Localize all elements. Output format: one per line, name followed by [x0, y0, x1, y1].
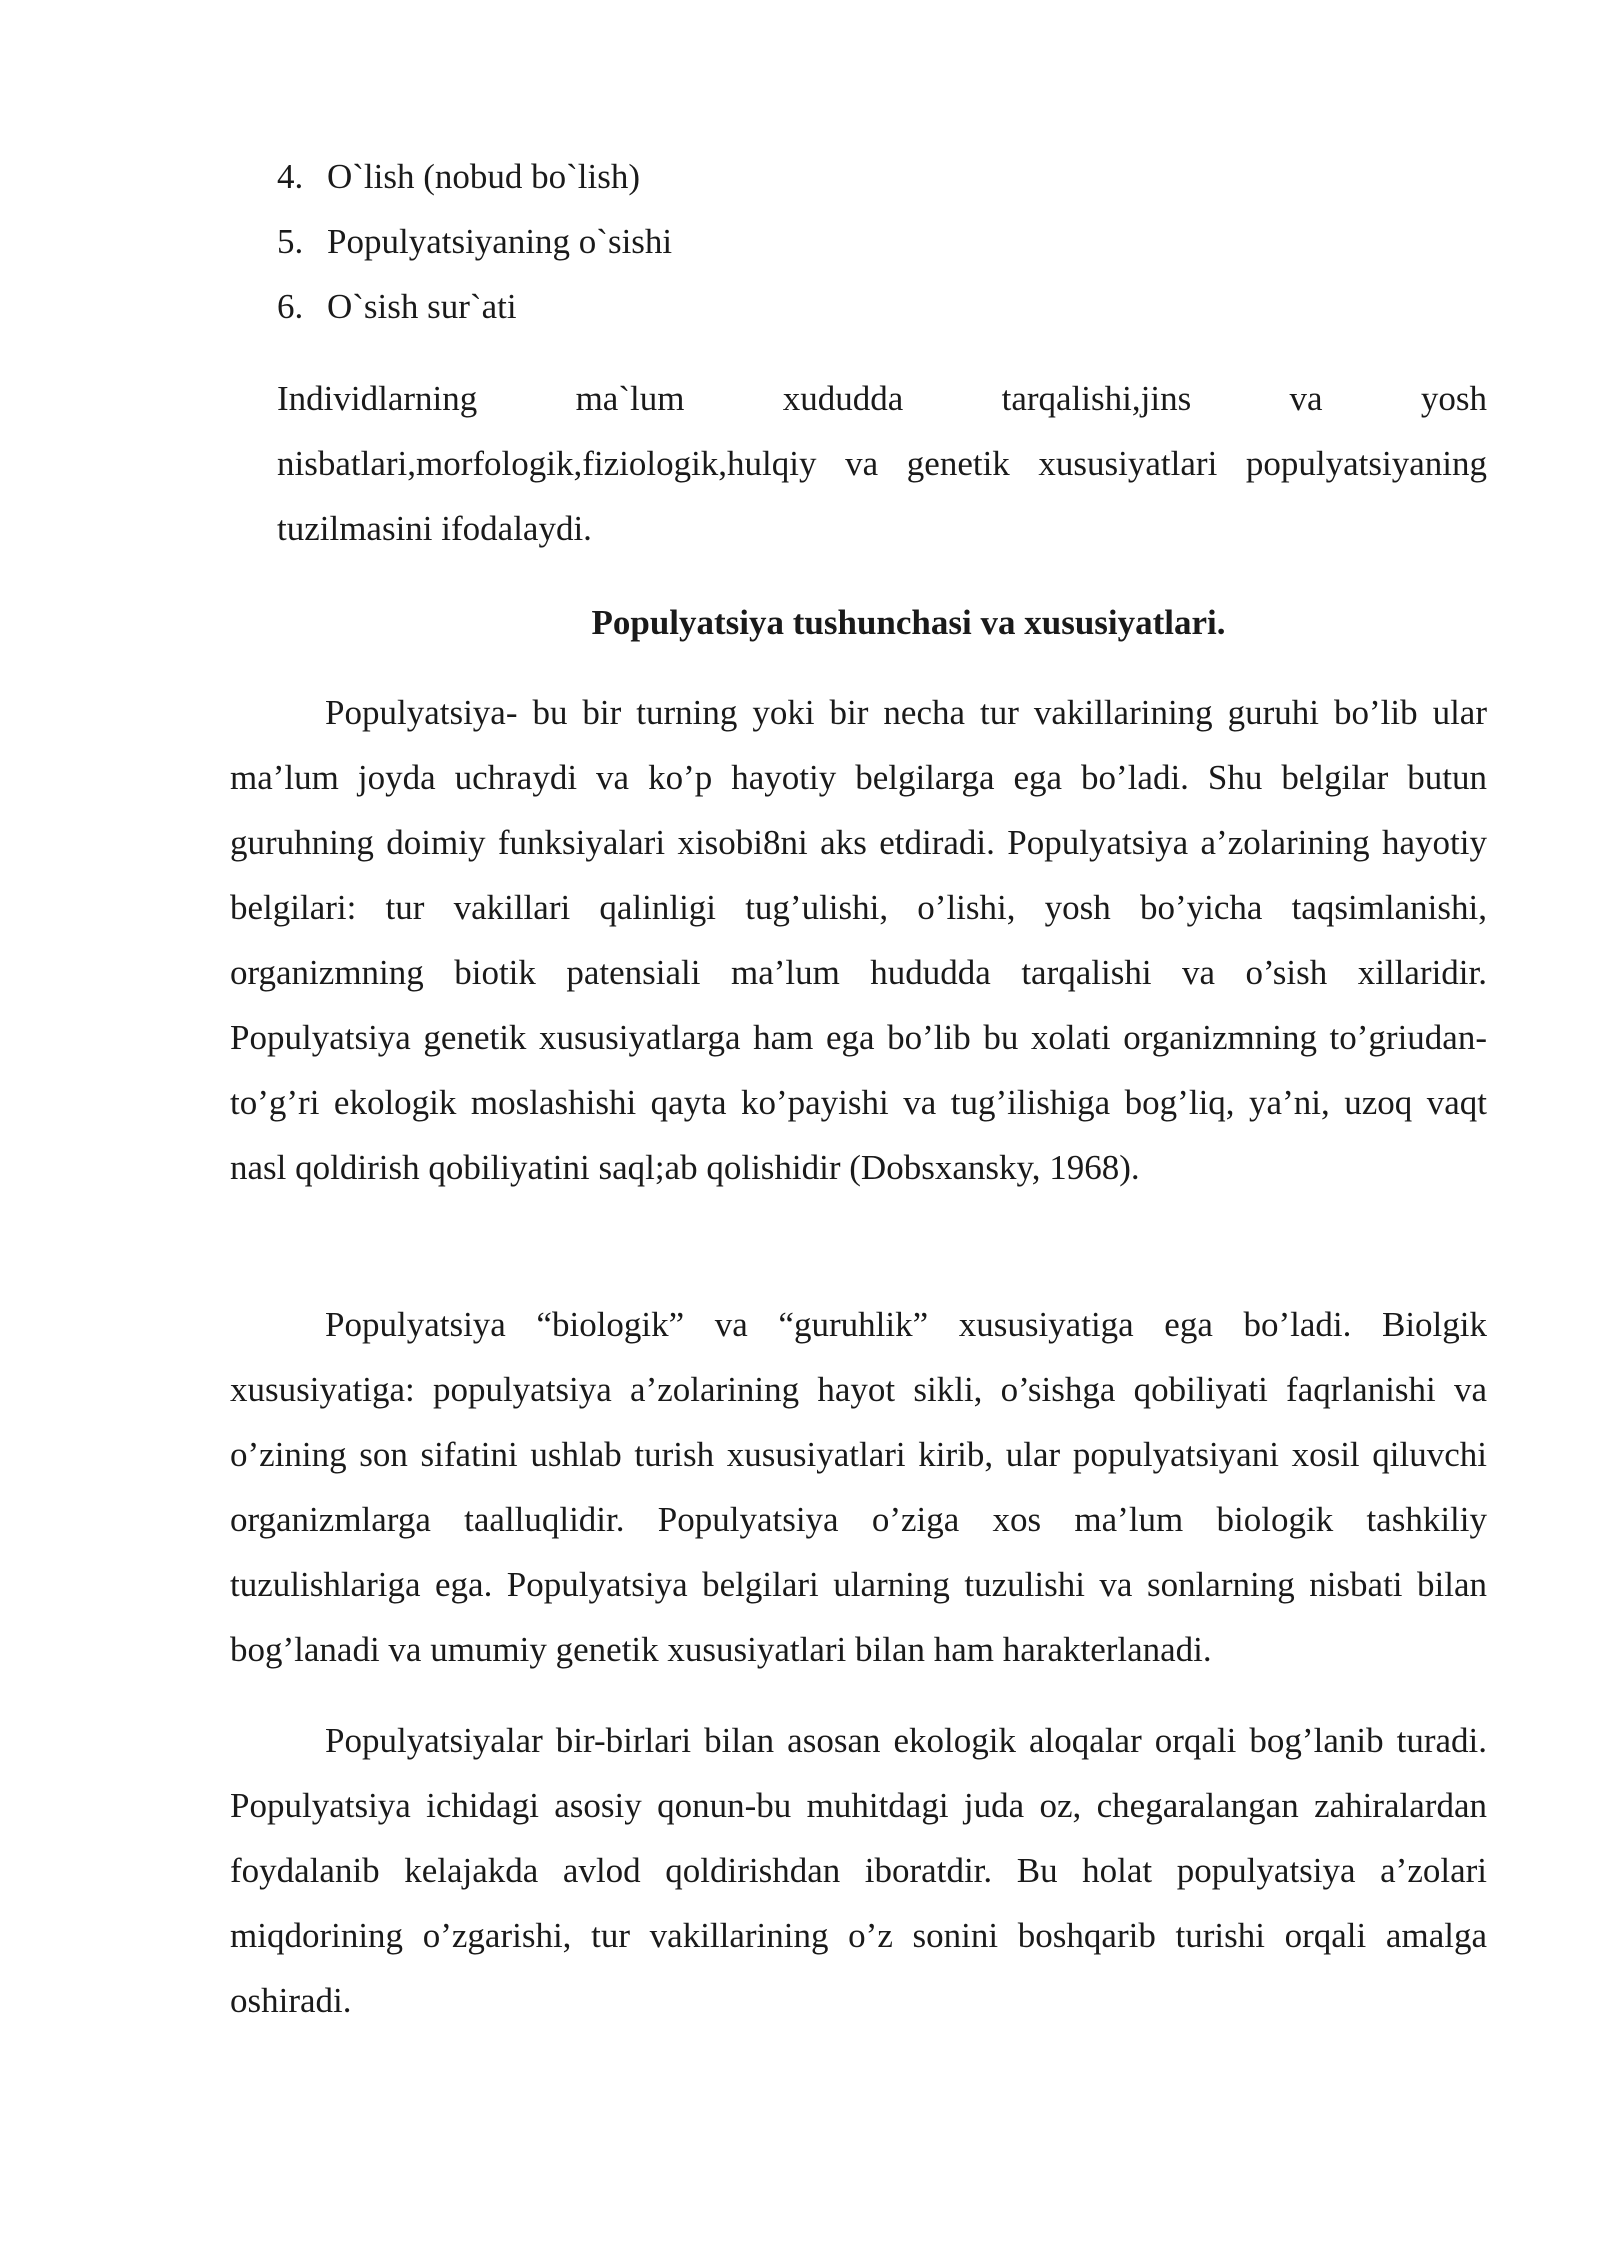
body-paragraph: Populyatsiyalar bir-birlari bilan asosan ekologik aloqalar orqali bog’lanib turadi. Populyatsiya ichidagi asosiy qonun-bu muhitdagi juda oz, chegaralangan zahiralardan foydalanib kelajakda avlod qoldirishdan iboratdir. Bu holat populyatsiya a’zolari miqdorining o’zgarishi, tur vakillarining o’z sonini boshqarib turishi orqali amalga oshiradi.: [230, 1721, 1487, 2020]
list-item-text: O`lish (nobud bo`lish): [327, 157, 641, 196]
list-item-text: Populyatsiyaning o`sishi: [327, 222, 673, 261]
body-paragraph: Populyatsiya- bu bir turning yoki bir necha tur vakillarining guruhi bo’lib ular ma’lum joyda uchraydi va ko’p hayotiy belgilarga ega bo’ladi. Shu belgilar butun guruhning doimiy funksiyalari xisobi8ni aks etdiradi. Populyatsiya a’zolarining hayotiy belgilari: tur vakillari qalinligi tug’ulishi, o’lishi, yosh bo’yicha taqsimlanishi, organizmning biotik patensiali ma’lum hududda tarqalishi va o’sish xillaridir. Populyatsiya genetik xususiyatlarga ham ega bo’lib bu xolati organizmning to’griudan-to’g’ri ekologik moslashishi qayta ko’payishi va tug’ilishiga bog’liq, ya’ni, uzoq vaqt nasl qoldirish qobiliyatini saql;ab qolishidir (Dobsxansky, 1968).: [230, 693, 1487, 1187]
list-item: [277, 274, 672, 339]
numbered-list: [277, 144, 672, 339]
list-item: [277, 209, 672, 274]
list-item-number: 4.: [277, 157, 304, 196]
intro-paragraph: Individlarning ma`lum xududda tarqalishi,jins va yosh nisbatlari,morfologik,fiziologik,hulqiy va genetik xususiyatlari populyatsiyaning tuzilmasini ifodalaydi.: [277, 379, 1487, 548]
list-item: [277, 144, 672, 209]
body-paragraph: Populyatsiya “biologik” va “guruhlik” xususiyatiga ega bo’ladi. Biolgik xususiyatiga: populyatsiya a’zolarining hayot sikli, o’sishga qobiliyati faqrlanishi va o’zining son sifatini ushlab turish xususiyatlari kirib, ular populyatsiyani xosil qiluvchi organizmlarga taalluqlidir. Populyatsiya o’ziga xos ma’lum biologik tashkiliy tuzulishlariga ega. Populyatsiya belgilari ularning tuzulishi va sonlarning nisbati bilan bog’lanadi va umumiy genetik xususiyatlari bilan ham harakterlanadi.: [230, 1305, 1487, 1669]
section-heading: Populyatsiya tushunchasi va xususiyatlari.: [591, 603, 1226, 642]
list-item-text: O`sish sur`ati: [327, 287, 517, 326]
list-item-number: 6.: [277, 287, 304, 326]
list-item-number: 5.: [277, 222, 304, 261]
